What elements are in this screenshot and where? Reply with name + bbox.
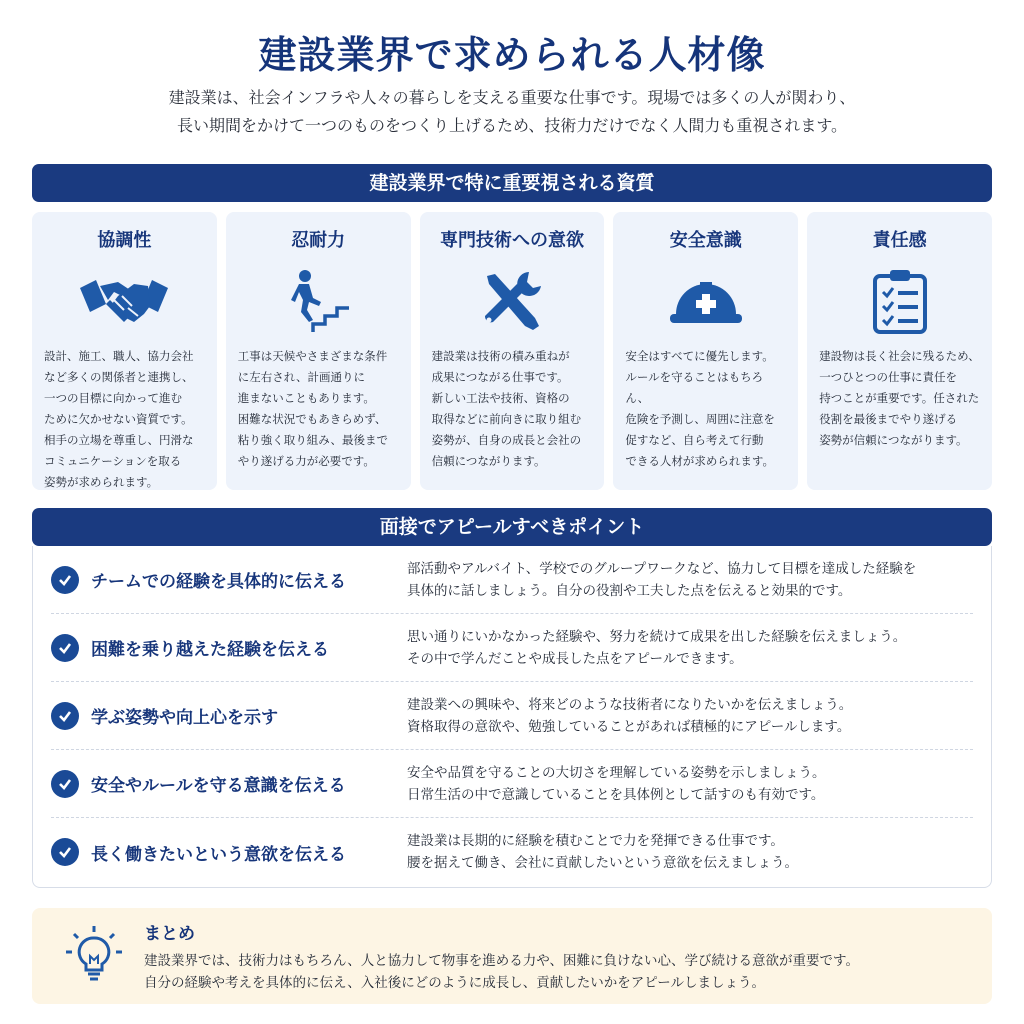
point-description: 建設業は長期的に経験を積むことで力を発揮できる仕事です。 腰を据えて働き、会社に貢献したいという意欲を伝えましょう。	[407, 833, 798, 871]
quality-description: 設計、施工、職人、協力会社 など多くの関係者と連携し、 一つの目標に向かって進む ために欠かせない資質です。 相手の立場を尊重し、円滑な コミュニケーションを取る 姿勢が求められます。	[44, 349, 194, 489]
lightbulb-icon	[62, 924, 126, 988]
point-description: 建設業への興味や、将来どのような技術者になりたいかを伝えましょう。 資格取得の意欲や、勉強していることがあれば積極的にアピールします。	[407, 696, 853, 735]
quality-title: 協調性	[97, 230, 152, 251]
lead-line: 長い期間をかけて一つのものをつくり上げるため、技術力だけでなく人間力も重視されます。	[176, 116, 848, 135]
qualities-heading: 建設業界で特に重要視される資質	[32, 164, 992, 202]
quality-title: 忍耐力	[291, 230, 346, 251]
points-heading: 面接でアピールすべきポイント	[32, 508, 992, 546]
quality-description: 建設業は技術の積み重ねが 成果につながる仕事です。 新しい工法や技術、資格の 取得などに前向きに取り組む 姿勢が、自身の成長と会社の 信頼につながります。	[431, 349, 582, 468]
point-title: 学ぶ姿勢や向上心を示す	[91, 708, 278, 728]
check-circle-icon	[51, 838, 79, 866]
quality-description: 安全はすべてに優先します。 ルールを守ることはもちろん、 危険を予測し、周囲に注意を 促すなど、自ら考えて行動 できる人材が求められます。	[625, 349, 775, 468]
qualities-cards	[32, 212, 992, 490]
summary-box	[32, 908, 992, 1004]
point-row	[51, 818, 973, 886]
point-title: 長く働きたいという意欲を伝える	[91, 844, 346, 865]
check-circle-icon	[51, 634, 79, 662]
handshake-icon	[78, 270, 170, 332]
summary-title: まとめ	[144, 923, 195, 944]
point-description: 安全や品質を守ることの大切さを理解している姿勢を示しましょう。 日常生活の中で意識していることを具体例として話すのも有効です。	[407, 764, 826, 803]
check-circle-icon	[51, 566, 79, 594]
tools-icon	[477, 268, 547, 334]
point-row	[51, 614, 973, 682]
quality-card	[807, 212, 992, 490]
quality-description: 建設物は長く社会に残るため、 一つひとつの仕事に責任を 持つことが重要です。任された 役割を最後までやり遂げる 姿勢が信頼につながります。	[819, 349, 980, 447]
quality-title: 安全意識	[669, 230, 742, 251]
point-description: 部活動やアルバイト、学校でのグループワークなど、協力して目標を達成した経験を 具体的に話しましょう。自分の役割や工夫した点を伝えると効果的です。	[407, 560, 917, 599]
clipboard-checklist-icon	[871, 268, 929, 334]
lead-text	[32, 84, 992, 150]
point-row	[51, 546, 973, 614]
safety-helmet-icon	[666, 270, 746, 332]
point-description: 思い通りにいかなかった経験や、努力を続けて成果を出した経験を伝えましょう。 その中で学んだことや成長した点をアピールできます。	[407, 628, 907, 667]
point-row	[51, 682, 973, 750]
check-circle-icon	[51, 770, 79, 798]
point-title: チームでの経験を具体的に伝える	[91, 572, 346, 592]
check-circle-icon	[51, 702, 79, 730]
quality-card	[613, 212, 798, 490]
point-title: 安全やルールを守る意識を伝える	[91, 776, 346, 796]
quality-title: 責任感	[872, 230, 927, 251]
stairs-climber-icon	[283, 268, 353, 334]
point-title: 困難を乗り越えた経験を伝える	[91, 640, 329, 660]
lead-line: 建設業は、社会インフラや人々の暮らしを支える重要な仕事です。現場では多くの人が関わり、	[168, 88, 856, 107]
quality-card	[226, 212, 411, 490]
point-row	[51, 750, 973, 818]
points-list	[32, 546, 992, 888]
quality-card	[420, 212, 605, 490]
quality-card	[32, 212, 217, 490]
page-title: 建設業界で求められる人材像	[258, 33, 766, 77]
quality-title: 専門技術への意欲	[439, 230, 584, 251]
summary-text: 建設業界では、技術力はもちろん、人と協力して物事を進める力や、困難に負けない心、学び続ける意欲が重要です。 自分の経験や考えを具体的に伝え、入社後にどのように成長し、貢献したいかをアピールしましょう。	[144, 952, 859, 991]
quality-description: 工事は天候やさまざまな条件 に左右され、計画通りに 進まないこともあります。 困難な状況でもあきらめず、 粘り強く取り組み、最後まで やり遂げる力が必要です。	[237, 349, 388, 468]
